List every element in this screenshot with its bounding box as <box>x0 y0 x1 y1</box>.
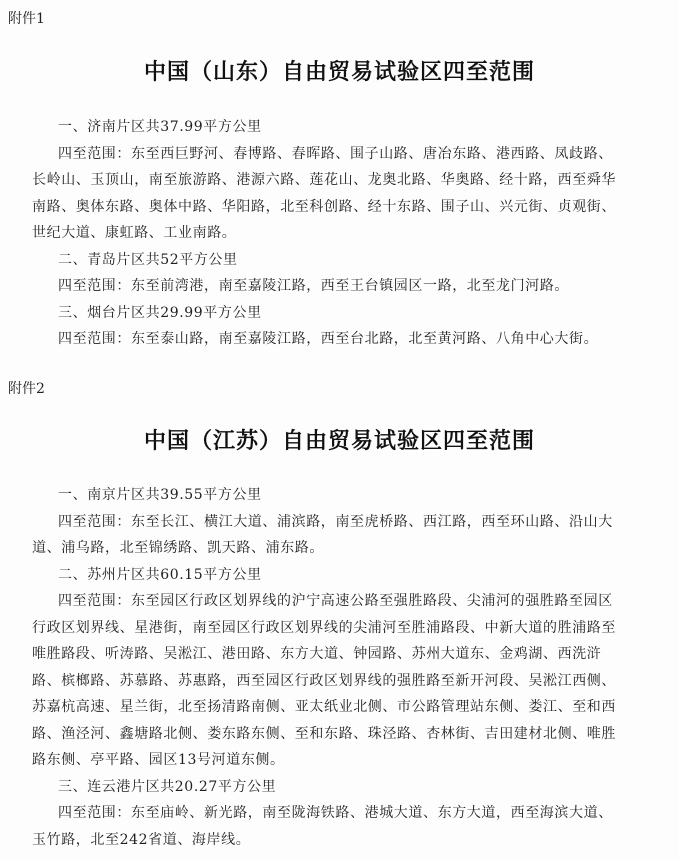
doc2-body <box>28 482 656 853</box>
doc2-section-nanjing-line: 四至范围：东至长江、横江大道、浦滨路，南至虎桥路、西江路，西至环山路、沿山大 <box>58 513 613 530</box>
doc1-body <box>28 114 656 353</box>
doc2-section-suzhou-line: 行政区划界线、星港街，南至园区行政区划界线的尖浦河至胜浦路段、中新大道的胜浦路至 <box>32 619 616 636</box>
doc1-section-yantai-line: 四至范围：东至泰山路，南至嘉陵江路，西至台北路，北至黄河路、八角中心大街。 <box>58 331 599 347</box>
doc2-section-suzhou-line: 苏嘉杭高速、星兰街，北至扬清路南侧、亚太纸业北侧、市公路管理站东侧、娄江、至和西 <box>32 699 616 715</box>
doc2-section-lianyungang-line: 玉竹路，北至242省道、海岸线。 <box>32 831 251 848</box>
doc2-section-suzhou-line: 路、槟榔路、苏慕路、苏惠路，西至园区行政区划界线的强胜路至新开河段、吴淞江西侧、 <box>32 672 616 689</box>
attachment-1-label: 附件1 <box>8 11 45 27</box>
doc1-section-jinan-line: 四至范围：东至西巨野河、春博路、春晖路、围子山路、唐冶东路、港西路、凤歧路、 <box>58 145 613 162</box>
doc1-section-qingdao-line: 四至范围：东至前湾港，南至嘉陵江路，西至王台镇园区一路，北至龙门河路。 <box>58 278 569 294</box>
doc1-section-qingdao-heading: 二、青岛片区共52平方公里 <box>58 251 238 268</box>
doc2-section-suzhou-line: 四至范围：东至园区行政区划界线的沪宁高速公路至强胜路段、尖浦河的强胜路至园区 <box>58 593 613 609</box>
doc1-section-jinan-line: 南路、奥体东路、奥体中路、华阳路，北至科创路、经十东路、围子山、兴元街、贞观街、 <box>32 198 616 215</box>
doc2-section-suzhou-line: 路、渔泾河、鑫塘路北侧、娄东路东侧、至和东路、珠泾路、杏林街、吉田建材北侧、唯胜 <box>32 725 616 742</box>
doc2-section-lianyungang-heading: 三、连云港片区共20.27平方公里 <box>58 778 277 795</box>
doc2-section-suzhou-line: 唯胜路段、听涛路、吴淞江、港田路、东方大道、钟园路、苏州大道东、金鸡湖、西洗浒 <box>32 646 602 662</box>
doc2-section-lianyungang-line: 四至范围：东至庙岭、新光路，南至陇海铁路、港城大道、东方大道，西至海滨大道、 <box>58 805 613 821</box>
doc1-section-yantai-heading: 三、烟台片区共29.99平方公里 <box>58 304 262 321</box>
doc1-title: 中国（山东）自由贸易试验区四至范围 <box>143 59 535 85</box>
doc2-section-suzhou-line: 路东侧、亭平路、园区13号河道东侧。 <box>32 752 285 768</box>
doc1-section-jinan-line: 长岭山、玉顶山，南至旅游路、港源六路、莲花山、龙奥北路、华奥路、经十路，西至舜华 <box>32 172 616 188</box>
doc2-section-suzhou-heading: 二、苏州片区共60.15平方公里 <box>58 566 262 583</box>
doc2-title: 中国（江苏）自由贸易试验区四至范围 <box>143 428 535 454</box>
doc2-section-nanjing-heading: 一、南京片区共39.55平方公里 <box>58 487 262 503</box>
doc2-section-nanjing-line: 道、浦乌路，北至锦绣路、凯天路、浦东路。 <box>32 540 324 556</box>
doc1-section-jinan-heading: 一、济南片区共37.99平方公里 <box>58 119 262 135</box>
doc1-section-jinan-line: 世纪大道、康虹路、工业南路。 <box>32 225 237 241</box>
attachment-2-label: 附件2 <box>8 381 45 397</box>
